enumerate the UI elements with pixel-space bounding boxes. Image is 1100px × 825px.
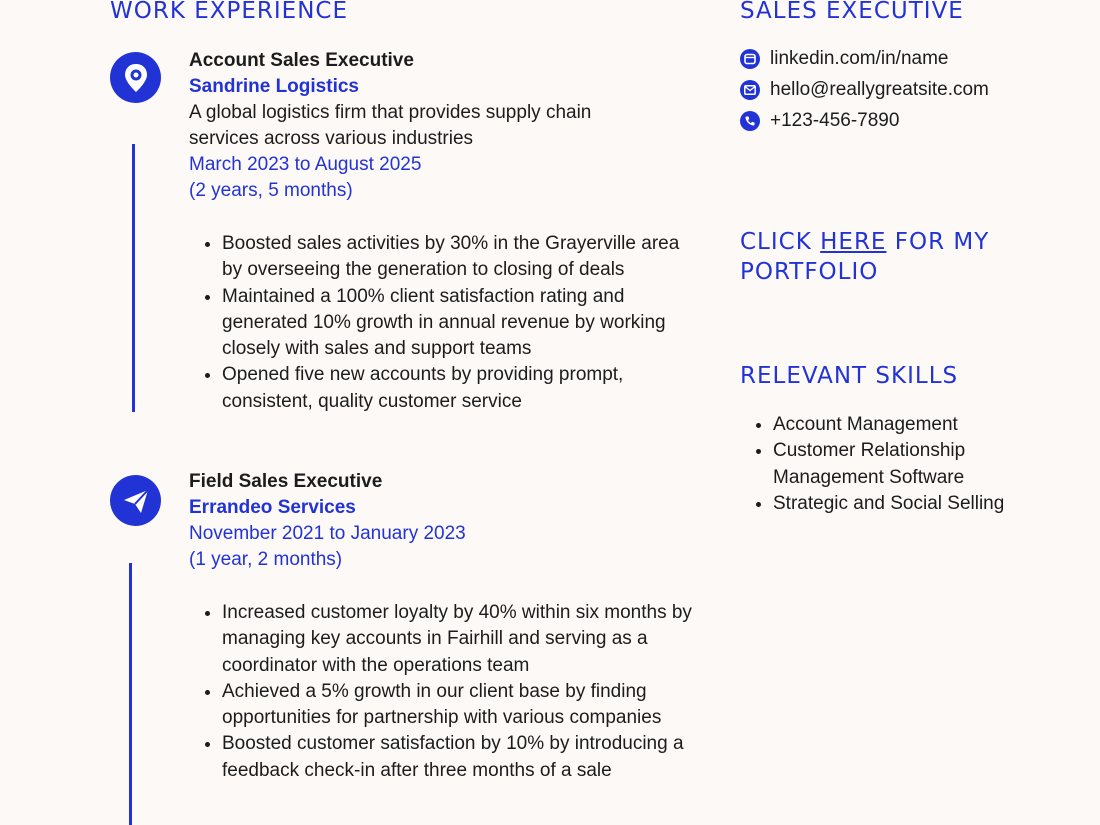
timeline-line: [132, 144, 135, 412]
paper-plane-icon: [110, 475, 161, 526]
list-item: • Maintained a 100% client satisfaction rating and generated 10% growth in annual revenue by working closely with sales and support teams: [222, 284, 692, 363]
portfolio-text-before: CLICK: [740, 229, 821, 255]
list-item: • Opened five new accounts by providing prompt, consistent, quality customer service: [222, 362, 692, 415]
job-title-heading: SALES EXECUTIVE: [740, 0, 964, 24]
phone-icon: [740, 111, 760, 131]
list-item: • Account Management: [773, 412, 1053, 438]
list-item: • Achieved a 5% growth in our client base by finding opportunities for partnership with various companies: [222, 679, 697, 732]
portfolio-callout: [740, 227, 1030, 287]
achievement-list: [189, 231, 692, 415]
contact-email[interactable]: [740, 79, 989, 101]
skills-list: [740, 412, 1053, 517]
list-item: • Boosted sales activities by 30% in the Grayerville area by overseeing the generation to closing of deals: [222, 231, 692, 284]
experience-entry: [189, 469, 692, 784]
location-pin-icon: [110, 52, 161, 103]
contact-text: linkedin.com/in/name: [770, 48, 949, 69]
list-item: • Increased customer loyalty by 40% within six months by managing key accounts in Fairhill and serving as a coordinator with the operations team: [222, 600, 697, 679]
job-dates: November 2021 to January 2023: [189, 523, 466, 544]
list-item: • Customer Relationship Management Software: [773, 438, 1053, 491]
job-dates: March 2023 to August 2025: [189, 154, 422, 175]
contact-text: hello@reallygreatsite.com: [770, 79, 989, 100]
company-name: Errandeo Services: [189, 497, 356, 518]
company-description: A global logistics firm that provides supply chain services across various industries: [189, 102, 592, 149]
portfolio-text-after: FOR MY PORTFOLIO: [740, 229, 990, 285]
job-role: Account Sales Executive: [189, 50, 414, 71]
linkedin-icon: [740, 49, 760, 69]
timeline-line: [129, 563, 132, 825]
skills-title: RELEVANT SKILLS: [740, 363, 959, 389]
list-item: • Strategic and Social Selling: [773, 491, 1053, 517]
job-role: Field Sales Executive: [189, 471, 383, 492]
company-name: Sandrine Logistics: [189, 76, 359, 97]
list-item: • Boosted customer satisfaction by 10% by introducing a feedback check-in after three months of a sale: [222, 731, 697, 784]
contact-linkedin[interactable]: [740, 48, 948, 70]
job-duration: (1 year, 2 months): [189, 549, 343, 570]
work-experience-title: WORK EXPERIENCE: [110, 0, 349, 24]
job-duration: (2 years, 5 months): [189, 180, 353, 201]
contact-phone[interactable]: [740, 110, 899, 132]
contact-text: +123-456-7890: [770, 110, 900, 131]
portfolio-link[interactable]: HERE: [820, 229, 887, 255]
email-icon: [740, 80, 760, 100]
experience-entry: [189, 48, 689, 415]
achievement-list: [189, 600, 697, 784]
